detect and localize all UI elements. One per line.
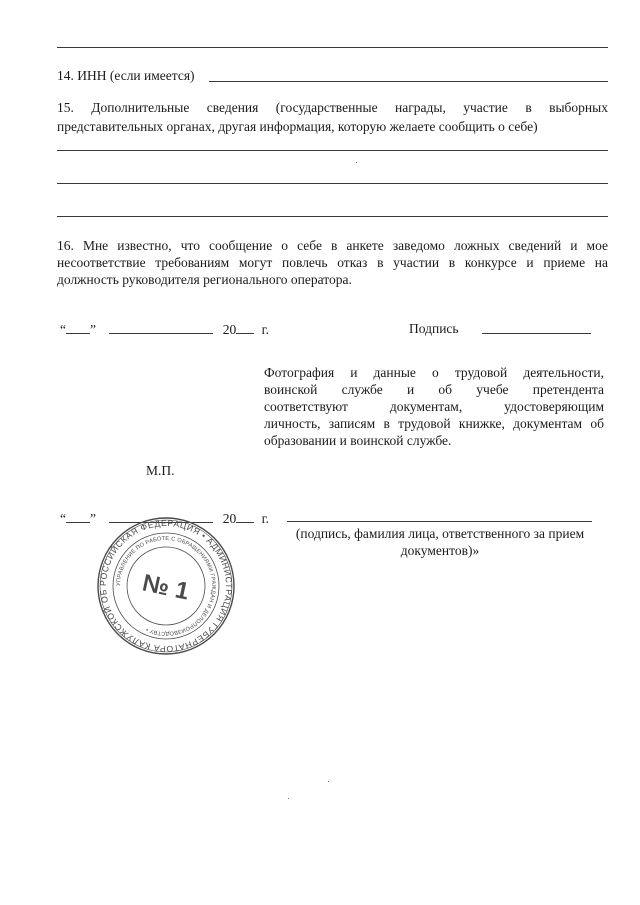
inn-field-line[interactable] (209, 81, 608, 82)
quote-close: ” (90, 322, 96, 337)
info-field-line-3[interactable] (57, 216, 608, 217)
stamp-outer-text: РОССИЙСКАЯ ФЕДЕРАЦИЯ • АДМИНИСТРАЦИЯ ГУБЕРНАТОРА КАЛУЖСКОЙ ОБ (97, 517, 235, 655)
seal-place-label: М.П. (146, 463, 175, 478)
year-suffix: г. (261, 322, 270, 337)
quote-close: ” (90, 511, 96, 526)
item-15-word: участие (463, 100, 508, 115)
quote-open: “ (60, 511, 66, 526)
responsible-caption (285, 525, 595, 559)
item-15-word: Дополнительные (91, 100, 190, 115)
verification-paragraph (264, 364, 604, 449)
item-16-paragraph (57, 237, 608, 288)
item-16-line: 16. Мне известно, что сообщение о себе в анкете заведомо ложных сведений и мое (57, 238, 608, 253)
item-15-word: выборных (549, 100, 608, 115)
item-16-line: несоответствие требованиям могут повлечь отказ в участии в конкурсе и приеме на (57, 255, 608, 270)
item-15-word: (государственные (275, 100, 378, 115)
official-stamp (96, 516, 236, 656)
stamp-seal-icon (96, 516, 236, 656)
responsible-caption-line: (подпись, фамилия лица, ответственного за прием (295, 526, 585, 541)
year-field[interactable] (236, 510, 254, 523)
stamp-center-text: № 1 (140, 569, 192, 606)
item-15-word: в (525, 100, 532, 115)
verification-line: воинской службе и об учебе претендента (264, 382, 604, 397)
item-15-word: сведения (206, 100, 259, 115)
year-prefix: 20 (222, 322, 237, 337)
scan-speck (356, 162, 357, 163)
day-field[interactable] (66, 321, 90, 334)
item-15-word: 15. (57, 100, 74, 115)
item-16-line: должность руководителя регионального оператора. (57, 272, 352, 287)
year-suffix: г. (261, 511, 270, 526)
verification-line: Фотография и данные о трудовой деятельности, (264, 365, 604, 380)
item-15-line-1 (57, 100, 608, 116)
year-field[interactable] (236, 321, 254, 334)
verification-line: образовании и воинской службе. (264, 433, 452, 448)
verification-line: соответствуют документам, удостоверяющим (264, 399, 604, 414)
verification-line: личность, записям в трудовой книжке, документам об (264, 416, 604, 431)
top-rule (57, 47, 608, 48)
date-row-1 (60, 321, 269, 338)
signature-field-line[interactable] (482, 333, 591, 334)
info-field-line-2[interactable] (57, 183, 608, 184)
item-15-word: награды, (395, 100, 446, 115)
scan-speck (288, 798, 289, 799)
stamp-inner-text: УПРАВЛЕНИЕ ПО РАБОТЕ С ОБРАЩЕНИЯМИ ГРАЖДАН И ДЕЛОПРОИЗВОДСТВУ • (115, 535, 217, 637)
responsible-caption-line: документов)» (400, 543, 480, 558)
year-prefix: 20 (222, 511, 237, 526)
info-field-line-1[interactable] (57, 150, 608, 151)
month-field[interactable] (109, 321, 213, 334)
signature-label: Подпись (409, 321, 459, 336)
inn-label: 14. ИНН (если имеется) (57, 68, 195, 83)
responsible-signature-line[interactable] (287, 521, 592, 522)
quote-open: “ (60, 322, 66, 337)
day-field[interactable] (66, 510, 90, 523)
scan-speck (328, 781, 329, 782)
item-15-line-2: представительных органах, другая информация, которую желаете сообщить о себе) (57, 119, 538, 134)
